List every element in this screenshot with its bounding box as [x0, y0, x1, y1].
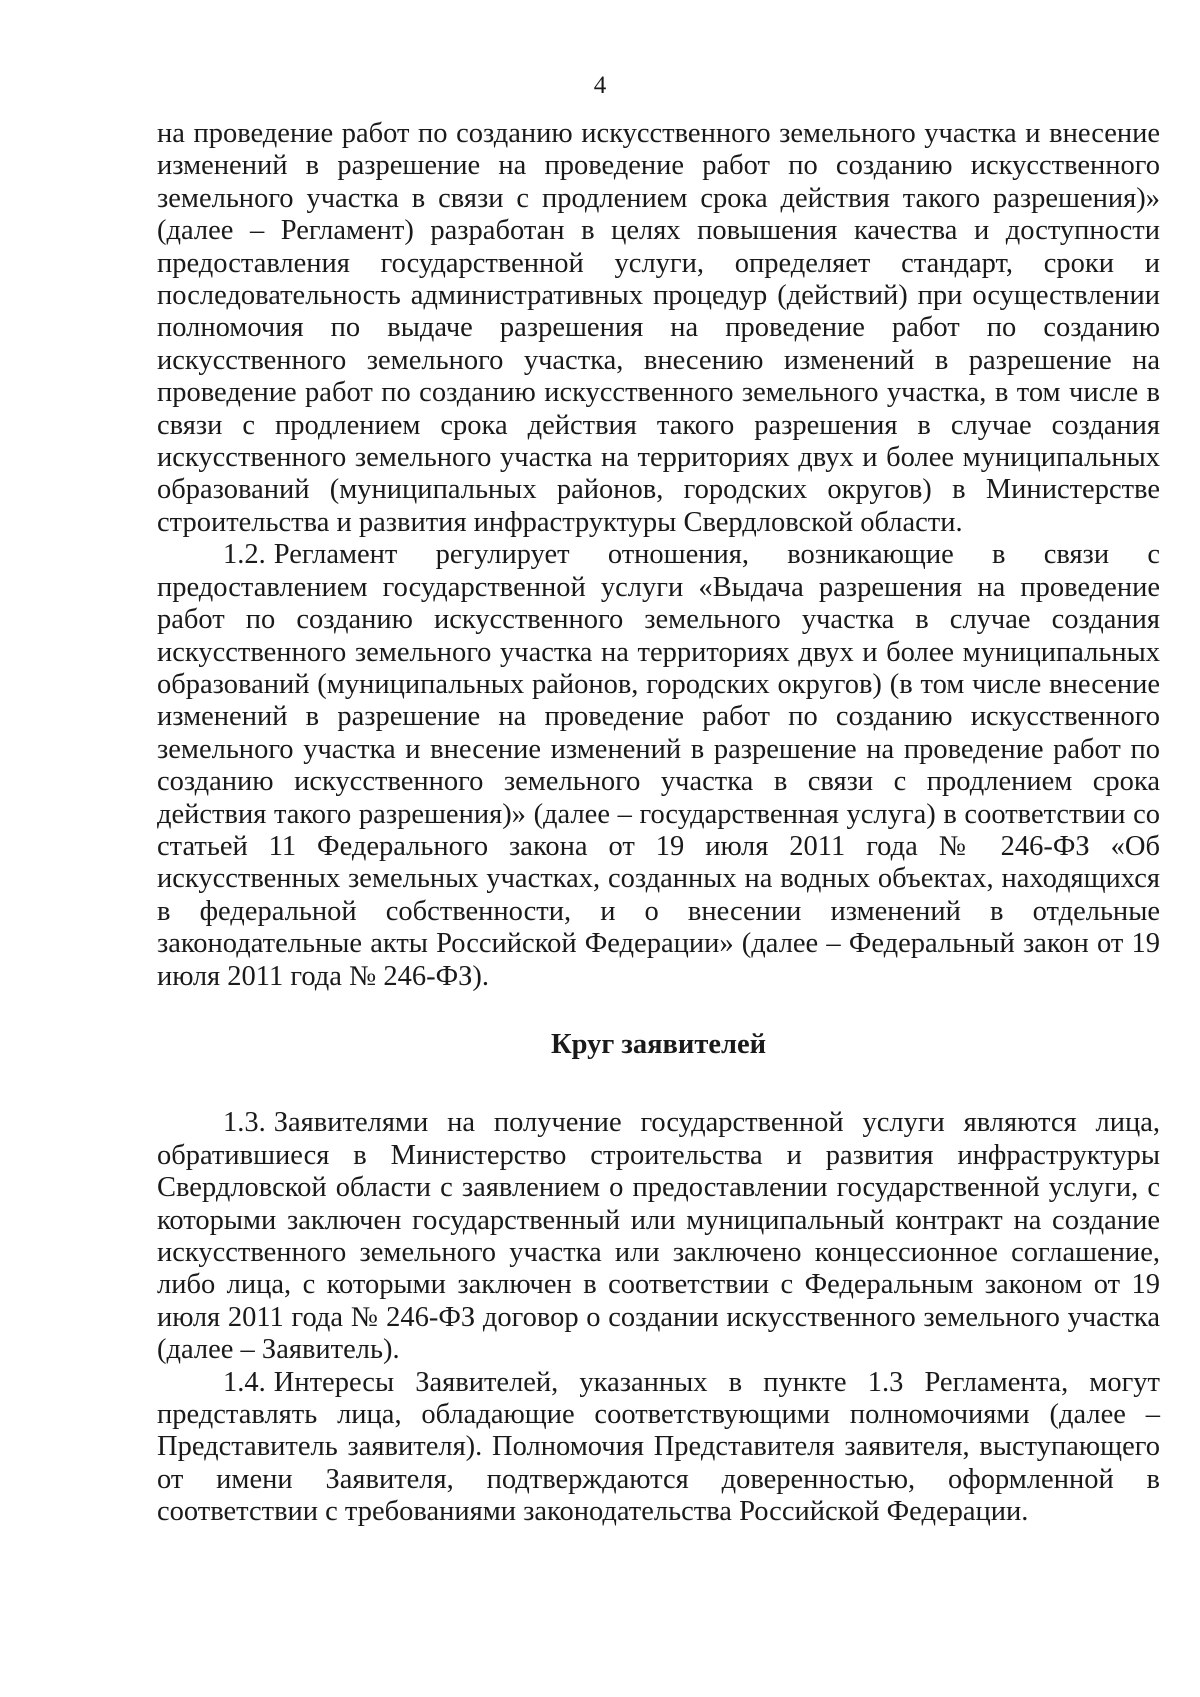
paragraph-1-4 — [157, 1367, 1160, 1529]
paragraph-text: Заявителями на получение государственной услуги являются лица, обратившиеся в Министерство строительства и развития инфраструктуры Свердловской области с заявлением о предоставлении государственной услуги, с которыми заключен государственный или муниципальный контракт на создание искусственного земельного участка или заключено концессионное соглашение, либо лица, с которыми заключен в соответствии с Федеральным законом от 19 июля 2011 года № 246-ФЗ договор о создании искусственного земельного участка (далее – Заявитель). — [157, 1107, 1160, 1366]
section-heading: Круг заявителей — [550, 1028, 767, 1060]
paragraph-text: Регламент регулирует отношения, возникающие в связи с предоставлением государственной услуги «Выдача разрешения на проведение работ по созданию искусственного земельного участка в случае создания искусственного земельного участка на территориях двух и более муниципальных образований (муниципальных районов, городских округов) (в том числе внесение изменений в разрешение на проведение работ по созданию искусственного земельного участка и внесение изменений в разрешение на проведение работ по созданию искусственного земельного участка в связи с продлением срока действия такого разрешения)» (далее – государственная услуга) в соответствии со статьей 11 Федерального закона от 19 июля 2011 года № 246-ФЗ «Об искусственных земельных участках, созданных на водных объектах, находящихся в федеральной собственности, и о внесении изменений в отдельные законодательные акты Российской Федерации» (далее – Федеральный закон от 19 июля 2011 года № 246-ФЗ). — [157, 539, 1160, 992]
page-number: 4 — [593, 72, 607, 99]
paragraph-number: 1.2. — [223, 539, 266, 571]
paragraph-number: 1.3. — [223, 1107, 266, 1139]
paragraph-number: 1.4. — [223, 1366, 266, 1398]
paragraph-1-2 — [157, 539, 1160, 993]
paragraph-1-1-continuation — [157, 118, 1160, 539]
paragraph-1-3 — [157, 1107, 1160, 1366]
document-body — [157, 118, 1160, 1529]
paragraph-text: на проведение работ по созданию искусственного земельного участка и внесение изменений в разрешение на проведение работ по созданию искусственного земельного участка в связи с продлением срока действия такого разрешения)» (далее – Регламент) разработан в целях повышения качества и доступности предоставления государственной услуги, определяет стандарт, сроки и последовательность административных процедур (действий) при осуществлении полномочия по выдаче разрешения на проведение работ по созданию искусственного земельного участка, внесению изменений в разрешение на проведение работ по созданию искусственного земельного участка, в том числе в связи с продлением срока действия такого разрешения в случае создания искусственного земельного участка на территориях двух и более муниципальных образований (муниципальных районов, городских округов) в Министерстве строительства и развития инфраструктуры Свердловской области. — [157, 118, 1160, 538]
paragraph-text: Интересы Заявителей, указанных в пункте 1.3 Регламента, могут представлять лица, обладающие соответствующими полномочиями (далее – Представитель заявителя). Полномочия Представителя заявителя, выступающего от имени Заявителя, подтверждаются доверенностью, оформленной в соответствии с требованиями законодательства Российской Федерации. — [157, 1366, 1160, 1528]
